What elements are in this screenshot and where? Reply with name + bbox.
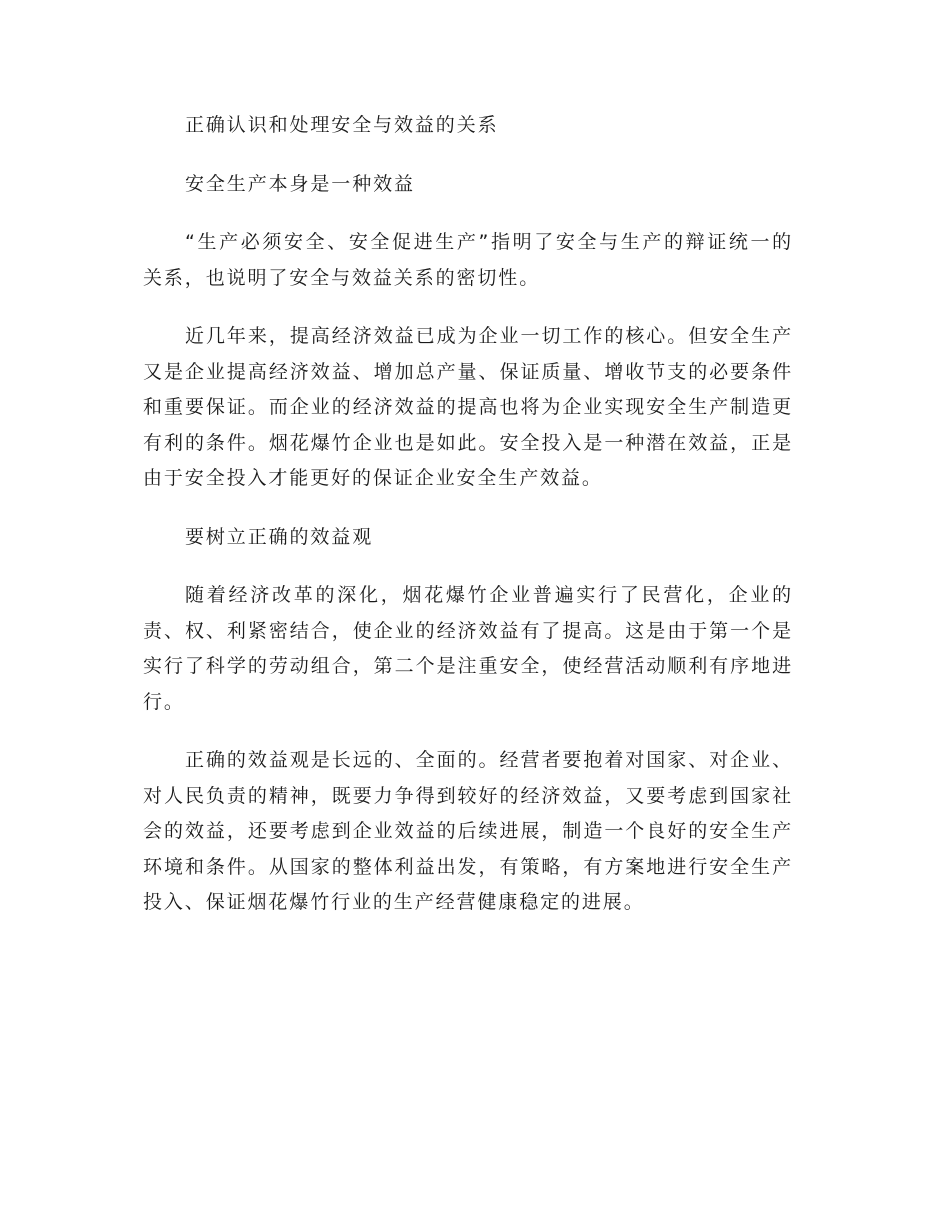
section-heading-benefit-view: 要树立正确的效益观 — [185, 525, 374, 548]
paragraph-1: “生产必须安全、安全促进生产”指明了安全与生产的辩证统一的关系，也说明了安全与效益关系的密切性。 — [143, 231, 793, 289]
paragraph-2: 近几年来，提高经济效益已成为企业一切工作的核心。但安全生产又是企业提高经济效益、增加总产量、保证质量、增收节支的必要条件和重要保证。而企业的经济效益的提高也将为企业实现安全生产制造更有利的条件。烟花爆竹企业也是如此。安全投入是一种潜在效益，正是由于安全投入才能更好的保证企业安全生产效益。 — [143, 325, 793, 489]
paragraph-4: 正确的效益观是长远的、全面的。经营者要抱着对国家、对企业、对人民负责的精神，既要力争得到较好的经济效益，又要考虑到国家社会的效益，还要考虑到企业效益的后续进展，制造一个良好的安全生产环境和条件。从国家的整体利益出发，有策略，有方案地进行安全生产投入、保证烟花爆竹行业的生产经营健康稳定的进展。 — [143, 749, 793, 913]
document-body — [143, 108, 793, 921]
paragraph-3: 随着经济改革的深化，烟花爆竹企业普遍实行了民营化，企业的责、权、利紧密结合，使企业的经济效益有了提高。这是由于第一个是实行了科学的劳动组合，第二个是注重安全，使经营活动顺利有序地进行。 — [143, 584, 793, 713]
document-title: 正确认识和处理安全与效益的关系 — [185, 114, 499, 136]
section-heading-safety-benefit: 安全生产本身是一种效益 — [185, 172, 415, 195]
